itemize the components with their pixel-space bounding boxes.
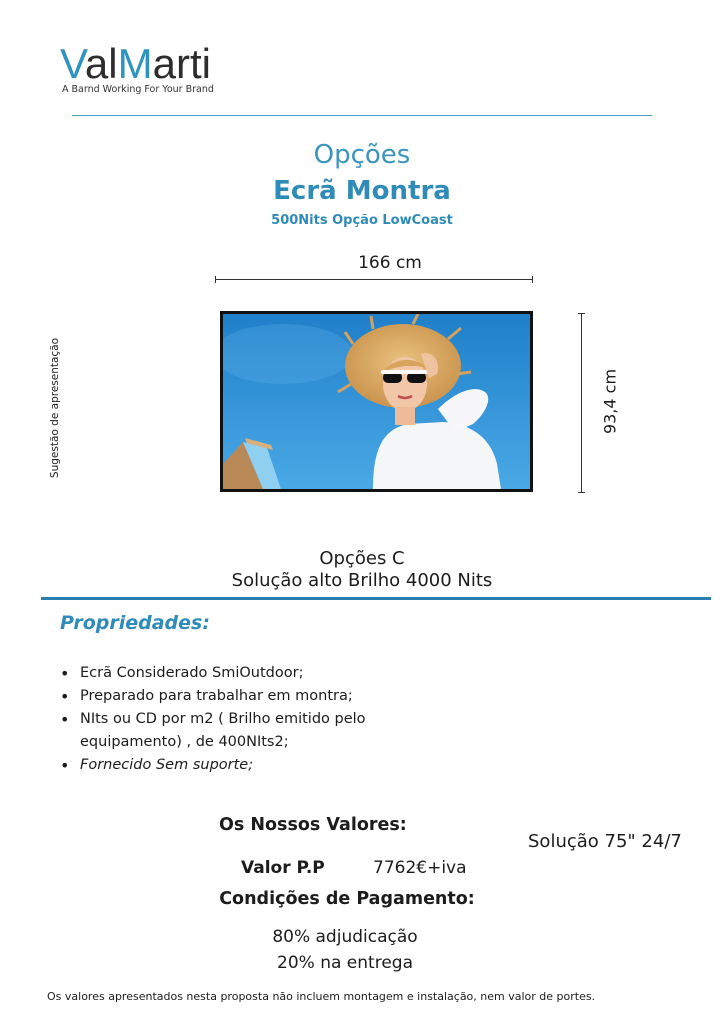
width-tick-right — [532, 276, 533, 283]
logo-letter-v: V — [60, 40, 85, 87]
brand-logo — [60, 40, 211, 88]
option-c-description: Solução alto Brilho 4000 Nits — [231, 570, 493, 591]
height-tick-bottom — [578, 492, 585, 493]
option-c-title: Opções C — [319, 548, 405, 569]
properties-title: Propriedades: — [60, 612, 210, 634]
list-item: • Fornecido Sem suporte; — [60, 754, 420, 777]
height-dimension-label: 93,4 cm — [600, 368, 620, 435]
height-tick-top — [578, 313, 585, 314]
list-item: • NIts ou CD por m2 ( Brilho emitido pelo equipamento) , de 400NIts2; — [60, 708, 420, 754]
solution-size-label: Solução 75" 24/7 — [528, 831, 682, 852]
presentation-suggestion-note: Sugestão de apresentação — [49, 337, 61, 479]
header-divider — [72, 115, 652, 116]
product-title: Ecrã Montra — [273, 176, 451, 206]
logo-letter-m: M — [117, 40, 153, 87]
photo-woman-sunhat-icon — [223, 314, 530, 489]
section-divider — [41, 597, 711, 600]
properties-list — [60, 662, 420, 777]
list-item: • Preparado para trabalhar em montra; — [60, 685, 420, 708]
logo-text-al: al — [84, 40, 118, 87]
pricing-title: Os Nossos Valores: — [219, 815, 407, 835]
display-screen-image — [220, 311, 533, 492]
width-dimension-line — [215, 279, 533, 280]
payment-term-1: 80% adjudicação — [272, 927, 418, 947]
logo-text-arti: arti — [152, 40, 211, 87]
price-value: 7762€+iva — [373, 858, 467, 878]
product-subtitle: 500Nits Opção LowCoast — [271, 213, 453, 228]
payment-conditions-title: Condições de Pagamento: — [219, 889, 475, 909]
height-dimension-line — [581, 313, 582, 493]
brand-tagline: A Barnd Working For Your Brand — [62, 84, 214, 95]
width-tick-left — [215, 276, 216, 283]
payment-term-2: 20% na entrega — [277, 953, 413, 973]
price-label: Valor P.P — [241, 858, 325, 878]
width-dimension-label: 166 cm — [358, 253, 422, 273]
footer-disclaimer: Os valores apresentados nesta proposta não incluem montagem e instalação, nem valor de portes. — [47, 990, 596, 1003]
list-item: • Ecrã Considerado SmiOutdoor; — [60, 662, 420, 685]
options-title: Opções — [313, 140, 411, 170]
